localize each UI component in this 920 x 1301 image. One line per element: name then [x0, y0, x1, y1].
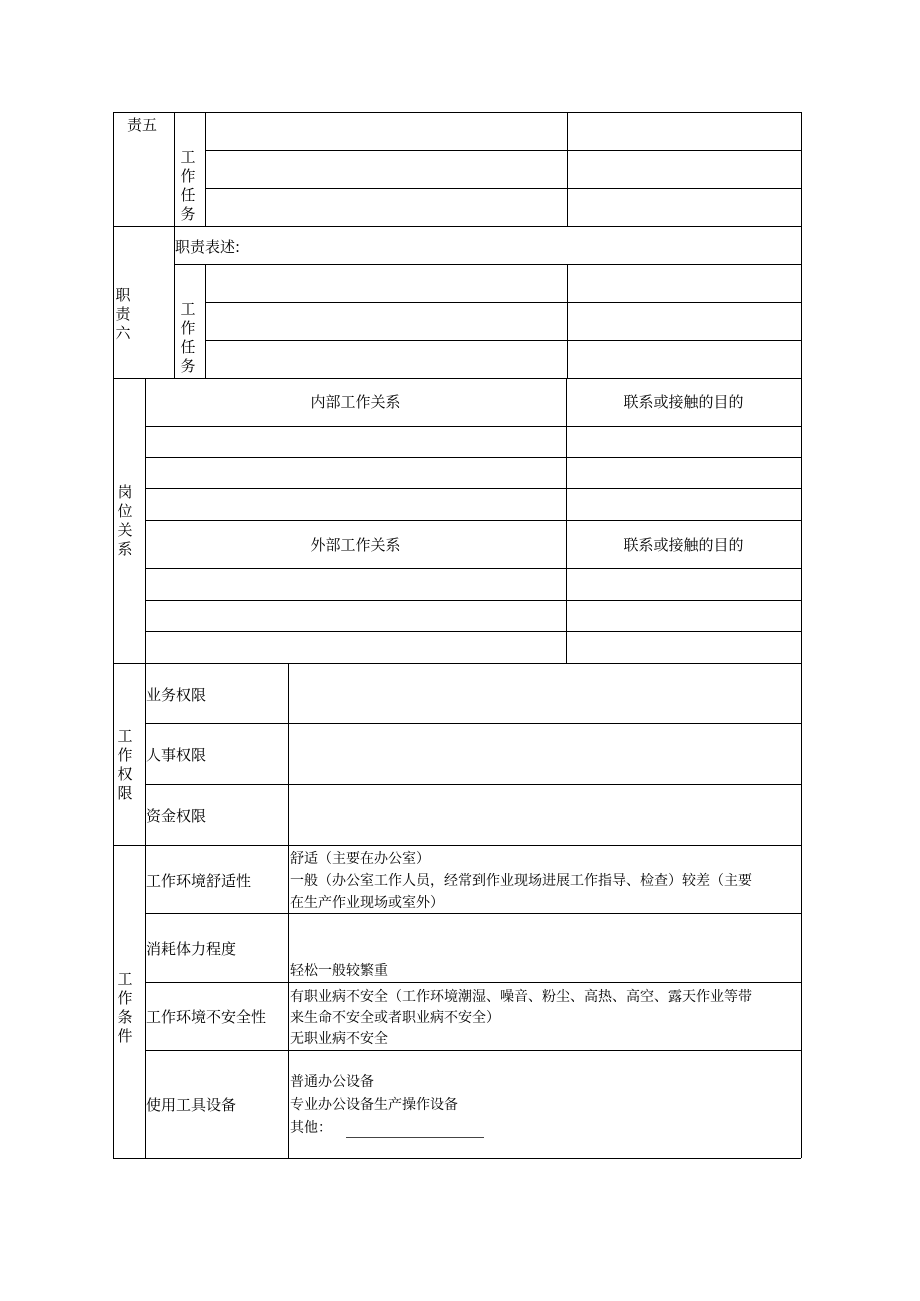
- row-line: [145, 457, 801, 458]
- unsafe-label: 工作环境不安全性: [146, 1008, 267, 1026]
- authority-label: 工作权限: [117, 727, 133, 802]
- column-line: [205, 264, 206, 378]
- row-line: [145, 488, 801, 489]
- tools-option-1: 普通办公设备: [290, 1074, 374, 1090]
- column-line: [567, 264, 568, 378]
- column-line: [288, 663, 289, 1158]
- row-line: [145, 631, 801, 632]
- row-line: [205, 302, 801, 303]
- funds-authority-label: 资金权限: [146, 807, 207, 825]
- duty6-label: 职责六: [115, 286, 131, 342]
- column-line: [174, 112, 175, 226]
- tools-other-label: 其他：: [290, 1120, 332, 1136]
- row-line: [205, 188, 801, 189]
- row-line: [174, 264, 801, 265]
- row-line: [145, 520, 801, 521]
- section-divider: [113, 378, 801, 379]
- tools-other-blank[interactable]: [346, 1122, 484, 1138]
- comfort-option-1: 舒适（主要在办公室）: [290, 851, 430, 867]
- table-left-border: [113, 112, 114, 1158]
- duty5-task-label: 工作任务: [180, 148, 196, 223]
- table-top-border: [113, 112, 801, 113]
- external-purpose-header: 联系或接触的目的: [623, 536, 744, 554]
- section-divider: [113, 663, 801, 664]
- section-divider: [113, 226, 801, 227]
- column-line: [566, 378, 567, 663]
- internal-purpose-header: 联系或接触的目的: [623, 393, 744, 411]
- unsafe-option-3: 无职业病不安全: [290, 1031, 388, 1047]
- conditions-label: 工作条件: [117, 970, 133, 1045]
- row-line: [145, 568, 801, 569]
- table-right-border: [801, 112, 802, 1158]
- duty6-task-label: 工作任务: [180, 300, 196, 375]
- duty5-label: 责五: [127, 116, 158, 134]
- row-line: [145, 982, 801, 983]
- physical-options: 轻松一般较繁重: [290, 963, 388, 979]
- column-line: [205, 112, 206, 226]
- row-line: [145, 913, 801, 914]
- row-line: [145, 426, 801, 427]
- tools-other-row: [290, 1118, 484, 1138]
- section-divider: [113, 845, 801, 846]
- row-line: [145, 1050, 801, 1051]
- business-authority-label: 业务权限: [146, 686, 207, 704]
- physical-label: 消耗体力程度: [146, 940, 237, 958]
- external-relations-header: 外部工作关系: [310, 536, 401, 554]
- row-line: [145, 723, 801, 724]
- row-line: [145, 600, 801, 601]
- table-bottom-border: [113, 1158, 801, 1159]
- tools-option-2: 专业办公设备生产操作设备: [290, 1097, 458, 1113]
- unsafe-option-1: 有职业病不安全（工作环境潮湿、噪音、粉尘、高热、高空、露天作业等带: [290, 989, 752, 1005]
- personnel-authority-label: 人事权限: [146, 746, 207, 764]
- row-line: [145, 784, 801, 785]
- comfort-option-2: 一般（办公室工作人员，经常到作业现场进展工作指导、检查）较差（主要: [290, 873, 752, 889]
- duty6-description-label: 职责表述:: [175, 238, 241, 256]
- internal-relations-header: 内部工作关系: [310, 393, 401, 411]
- tools-label: 使用工具设备: [146, 1096, 237, 1114]
- comfort-label: 工作环境舒适性: [146, 872, 252, 890]
- column-line: [567, 112, 568, 226]
- column-line: [145, 378, 146, 1158]
- relations-label: 岗位关系: [117, 483, 133, 558]
- row-line: [205, 150, 801, 151]
- unsafe-option-2: 来生命不安全或者职业病不安全）: [290, 1010, 500, 1026]
- row-line: [205, 340, 801, 341]
- comfort-option-3: 在生产作业现场或室外）: [290, 895, 444, 911]
